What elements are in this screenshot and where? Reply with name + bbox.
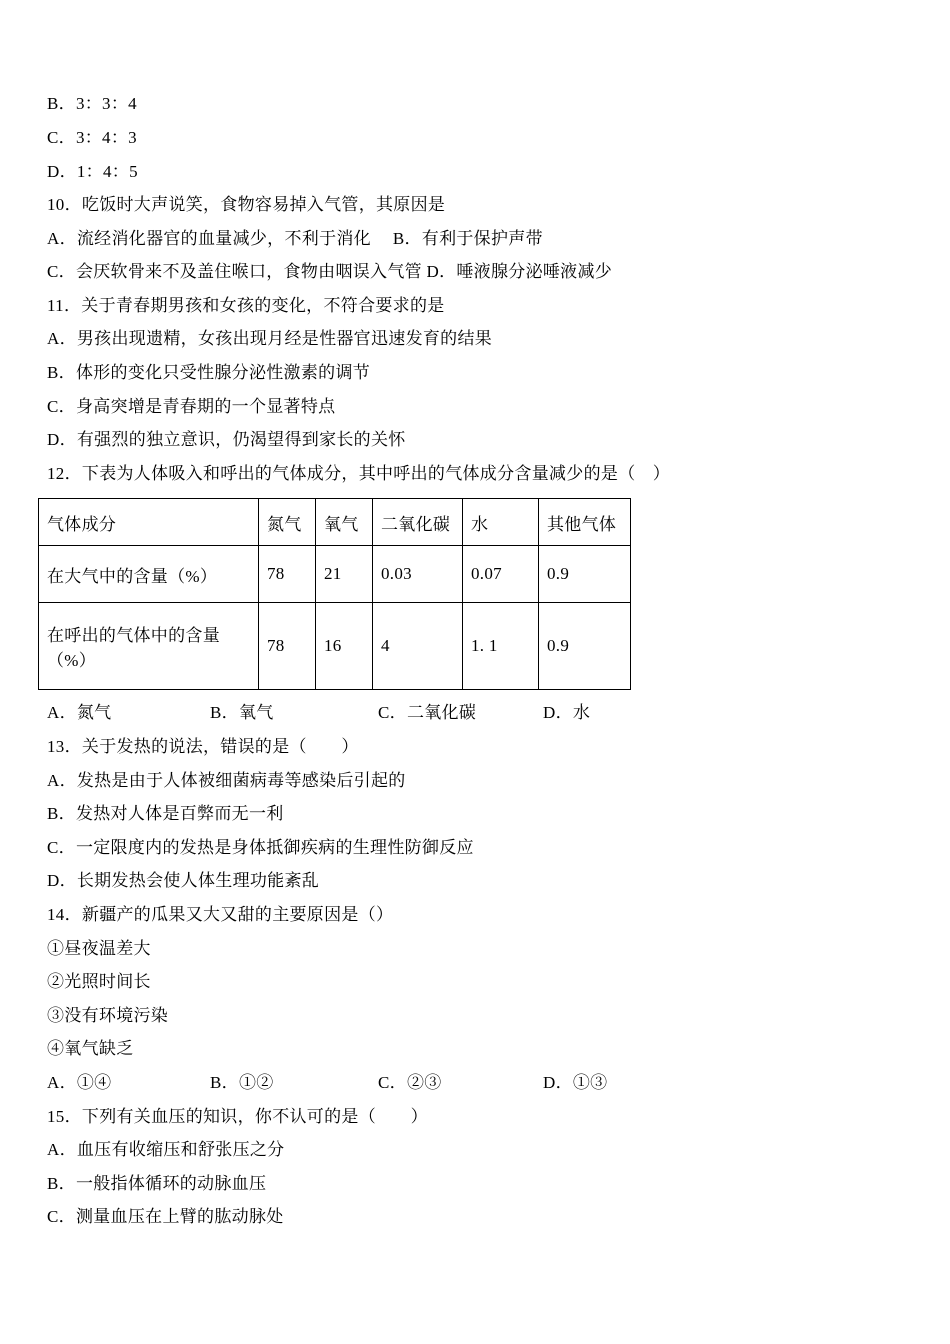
question-9-options: [47, 88, 910, 189]
table-header-cell: 水: [463, 499, 539, 546]
q12-options-row: [47, 697, 910, 731]
q13-stem: 13．关于发热的说法，错误的是（ ）: [47, 737, 359, 757]
q15-stem: 15．下列有关血压的知识，你不认可的是（ ）: [47, 1106, 428, 1126]
q12-option-b: B．氧气: [210, 703, 274, 723]
q13-option-a: A．发热是由于人体被细菌病毒等感染后引起的: [47, 770, 406, 790]
gas-composition-table: [38, 498, 631, 690]
table-header-cell: 其他气体: [539, 499, 631, 546]
table-row-exhaled: [39, 603, 631, 690]
table-header-cell: 二氧化碳: [373, 499, 463, 546]
table-cell: 78: [259, 603, 316, 690]
q9-option-b: B．3：3：4: [47, 94, 137, 114]
table-cell: 0.07: [463, 546, 539, 603]
q15-option-a: A．血压有收缩压和舒张压之分: [47, 1140, 285, 1160]
question-14: [47, 899, 910, 1101]
table-cell: 0.9: [539, 603, 631, 690]
q9-option-c: C．3：4：3: [47, 127, 137, 147]
q14-item-4: ④氧气缺乏: [47, 1039, 134, 1059]
q13-option-c: C．一定限度内的发热是身体抵御疾病的生理性防御反应: [47, 837, 474, 857]
q14-option-a: A．①④: [47, 1072, 112, 1092]
q11-option-a: A．男孩出现遗精，女孩出现月经是性器官迅速发育的结果: [47, 329, 493, 349]
q10-options-ab: A．流经消化器官的血量减少，不利于消化 B．有利于保护声带: [47, 228, 543, 248]
q14-stem: 14．新疆产的瓜果又大又甜的主要原因是（）: [47, 905, 394, 925]
q10-stem: 10．吃饭时大声说笑，食物容易掉入气管，其原因是: [47, 195, 446, 215]
q14-item-3: ③没有环境污染: [47, 1005, 169, 1025]
table-header-cell: 氧气: [316, 499, 373, 546]
table-header-row: [39, 499, 631, 546]
table-cell: 4: [373, 603, 463, 690]
q11-option-c: C．身高突增是青春期的一个显著特点: [47, 396, 336, 416]
q15-option-b: B．一般指体循环的动脉血压: [47, 1173, 267, 1193]
table-cell: 21: [316, 546, 373, 603]
q14-options-row: [47, 1067, 910, 1101]
q11-option-b: B．体形的变化只受性腺分泌性激素的调节: [47, 363, 371, 383]
table-cell: 在大气中的含量（%）: [39, 546, 259, 603]
q12-option-a: A．氮气: [47, 703, 112, 723]
table-cell: 1. 1: [463, 603, 539, 690]
q12-option-c: C．二氧化碳: [378, 703, 477, 723]
question-12: [47, 458, 910, 731]
q9-option-d: D．1：4：5: [47, 161, 138, 181]
q13-option-b: B．发热对人体是百弊而无一利: [47, 804, 284, 824]
question-15: [47, 1100, 910, 1234]
q14-option-d: D．①③: [543, 1072, 608, 1092]
table-cell: 78: [259, 546, 316, 603]
table-row-atmosphere: [39, 546, 631, 603]
q10-options-cd: C．会厌软骨来不及盖住喉口，食物由咽误入气管 D．唾液腺分泌唾液减少: [47, 262, 613, 282]
q12-option-d: D．水: [543, 703, 591, 723]
q11-option-d: D．有强烈的独立意识，仍渴望得到家长的关怀: [47, 430, 406, 450]
question-10: [47, 189, 910, 290]
q14-option-c: C．②③: [378, 1072, 442, 1092]
question-13: [47, 731, 910, 899]
table-header-cell: 气体成分: [39, 499, 259, 546]
q15-option-c: C．测量血压在上臂的肱动脉处: [47, 1207, 284, 1227]
q14-item-1: ①昼夜温差大: [47, 938, 151, 958]
q12-stem: 12．下表为人体吸入和呼出的气体成分，其中呼出的气体成分含量减少的是（ ）: [47, 463, 671, 483]
table-header-cell: 氮气: [259, 499, 316, 546]
table-cell: 在呼出的气体中的含量（%）: [39, 603, 259, 690]
q11-stem: 11．关于青春期男孩和女孩的变化，不符合要求的是: [47, 295, 445, 315]
question-11: [47, 290, 910, 458]
table-cell: 16: [316, 603, 373, 690]
q13-option-d: D．长期发热会使人体生理功能紊乱: [47, 871, 320, 891]
table-cell: 0.9: [539, 546, 631, 603]
q14-option-b: B．①②: [210, 1072, 274, 1092]
q14-item-2: ②光照时间长: [47, 972, 151, 992]
table-cell: 0.03: [373, 546, 463, 603]
